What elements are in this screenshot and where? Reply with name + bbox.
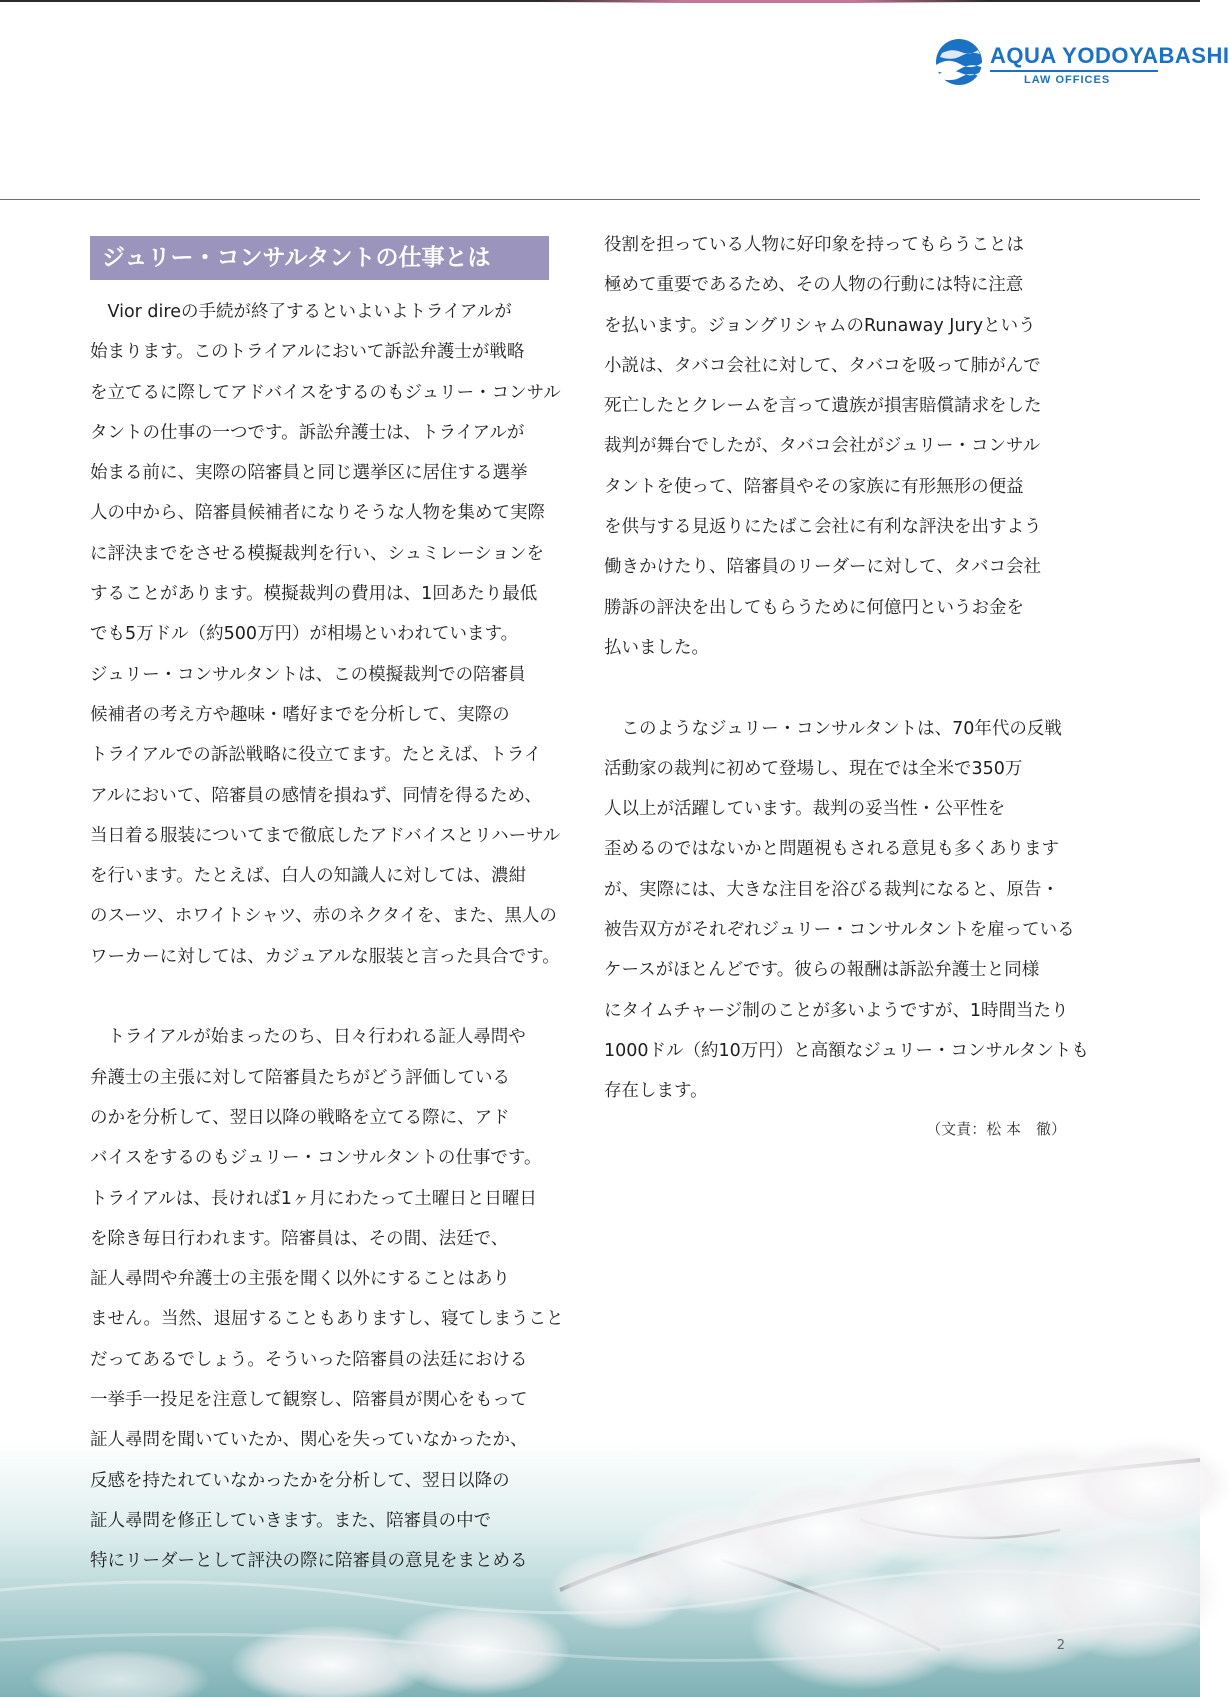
author-credit: （文責：松 本 徹） [926, 1120, 1066, 1138]
text-line: 証人尋問を修正していきます。また、陪審員の中で [90, 1510, 492, 1531]
text-line: 働きかけたり、陪審員のリーダーに対して、タバコ会社 [604, 557, 1041, 578]
text-line: 特にリーダーとして評決の際に陪審員の意見をまとめる [90, 1551, 528, 1572]
logo-subtitle: LAW OFFICES [1024, 74, 1111, 86]
text-line: 人以上が活躍しています。裁判の妥当性・公平性を [604, 799, 1006, 820]
text-line: 役割を担っている人物に好印象を持ってもらうことは [604, 235, 1024, 255]
text-line: トライアルが始まったのち、日々行われる証人尋問や [90, 1027, 526, 1048]
text-line: 勝訴の評決を出してもらうために何億円というお金を [604, 597, 1024, 618]
text-line: 証人尋問や弁護士の主張を聞く以外にすることはあり [90, 1269, 510, 1290]
text-line: 始まる前に、実際の陪審員と同じ選挙区に居住する選挙 [90, 463, 528, 484]
text-line: にタイムチャージ制のことが多いようですが、1時間当たり [604, 1000, 1069, 1021]
page-number: 2 [1056, 1638, 1065, 1653]
text-line: 極めて重要であるため、その人物の行動には特に注意 [604, 275, 1024, 296]
text-line: 弁護士の主張に対して陪審員たちがどう評価している [90, 1067, 510, 1088]
section-heading: ジュリー・コンサルタントの仕事とは [90, 236, 549, 280]
text-line: のスーツ、ホワイトシャツ、赤のネクタイを、また、黒人の [90, 906, 557, 927]
text-line: トライアルでの訴訟戦略に役立てます。たとえば、トライ [90, 745, 542, 766]
paragraph-gap [604, 668, 1066, 708]
text-line: 証人尋問を聞いていたか、関心を失っていなかったか、 [90, 1430, 528, 1451]
right-column [604, 225, 1089, 1112]
text-line: 被告双方がそれぞれジュリー・コンサルタントを雇っている [604, 920, 1075, 941]
text-line: 人の中から、陪審員候補者になりそうな人物を集めて実際 [90, 503, 545, 524]
header-divider [0, 199, 1200, 200]
text-line: Vior direの手続が終了するといよいよトライアルが [90, 302, 512, 322]
text-line: 当日着る服装についてまで徹底したアドバイスとリハーサル [90, 825, 561, 846]
text-line: タントの仕事の一つです。訴訟弁護士は、トライアルが [90, 422, 525, 443]
text-line: を除き毎日行われます。陪審員は、その間、法廷で、 [90, 1228, 509, 1249]
logo-underline [990, 70, 1158, 72]
text-line: ません。当然、退屈することもありますし、寝てしまうこと [90, 1309, 564, 1330]
text-line: ケースがほとんどです。彼らの報酬は訴訟弁護士と同様 [604, 960, 1040, 981]
text-line: 裁判が舞台でしたが、タバコ会社がジュリー・コンサル [604, 436, 1041, 457]
firm-logo [934, 38, 1229, 88]
text-line: 反感を持たれていなかったかを分析して、翌日以降の [90, 1470, 510, 1491]
text-line: 存在します。 [604, 1081, 708, 1102]
wave-logo-icon [934, 38, 984, 86]
text-line: 小説は、タバコ会社に対して、タバコを吸って肺がんで [604, 355, 1041, 376]
text-line: トライアルは、長ければ1ヶ月にわたって土曜日と日曜日 [90, 1188, 537, 1209]
text-line: のかを分析して、翌日以降の戦略を立てる際に、アド [90, 1107, 510, 1128]
top-accent-bar [540, 0, 990, 3]
text-line: だってあるでしょう。そういった陪審員の法廷における [90, 1349, 528, 1370]
text-line: 払いました。 [604, 637, 709, 658]
text-line: ワーカーに対しては、カジュアルな服装と言った具合です。 [90, 946, 560, 967]
text-line: 始まります。このトライアルにおいて訴訟弁護士が戦略 [90, 342, 525, 363]
text-line: 1000ドル（約10万円）と高額なジュリー・コンサルタントも [604, 1040, 1089, 1061]
text-line: を供与する見返りにたばこ会社に有利な評決を出すよう [604, 517, 1042, 538]
paragraph-gap [90, 977, 552, 1017]
text-line: このようなジュリー・コンサルタントは、70年代の反戦 [604, 718, 1062, 739]
logo-name: AQUA YODOYABASHI [990, 43, 1229, 68]
text-line: を行います。たとえば、白人の知識人に対しては、濃紺 [90, 866, 527, 887]
text-line: タントを使って、陪審員やその家族に有形無形の便益 [604, 476, 1024, 497]
left-column [90, 292, 564, 1582]
text-line: が、実際には、大きな注目を浴びる裁判になると、原告・ [604, 879, 1059, 900]
text-line: に評決までをさせる模擬裁判を行い、シュミレーションを [90, 543, 544, 564]
text-line: を立てるに際してアドバイスをするのもジュリー・コンサル [90, 382, 561, 403]
text-line: 歪めるのではないかと問題視もされる意見も多くあります [604, 839, 1059, 860]
text-line: 死亡したとクレームを言って遺族が損害賠償請求をした [604, 396, 1042, 417]
text-line: バイスをするのもジュリー・コンサルタントの仕事です。 [90, 1148, 542, 1169]
text-line: 候補者の考え方や趣味・嗜好までを分析して、実際の [90, 704, 510, 725]
text-line: することがあります。模擬裁判の費用は、1回あたり最低 [90, 584, 538, 605]
text-line: アルにおいて、陪審員の感情を損ねず、同情を得るため、 [90, 785, 542, 806]
text-line: でも5万ドル（約500万円）が相場といわれています。 [90, 624, 519, 645]
text-line: ジュリー・コンサルタントは、この模擬裁判での陪審員 [90, 664, 526, 685]
text-line: 一挙手一投足を注意して観察し、陪審員が関心をもって [90, 1390, 528, 1411]
text-line: を払います。ジョングリシャムのRunaway Juryという [604, 315, 1036, 336]
text-line: 活動家の裁判に初めて登場し、現在では全米で350万 [604, 758, 1023, 779]
